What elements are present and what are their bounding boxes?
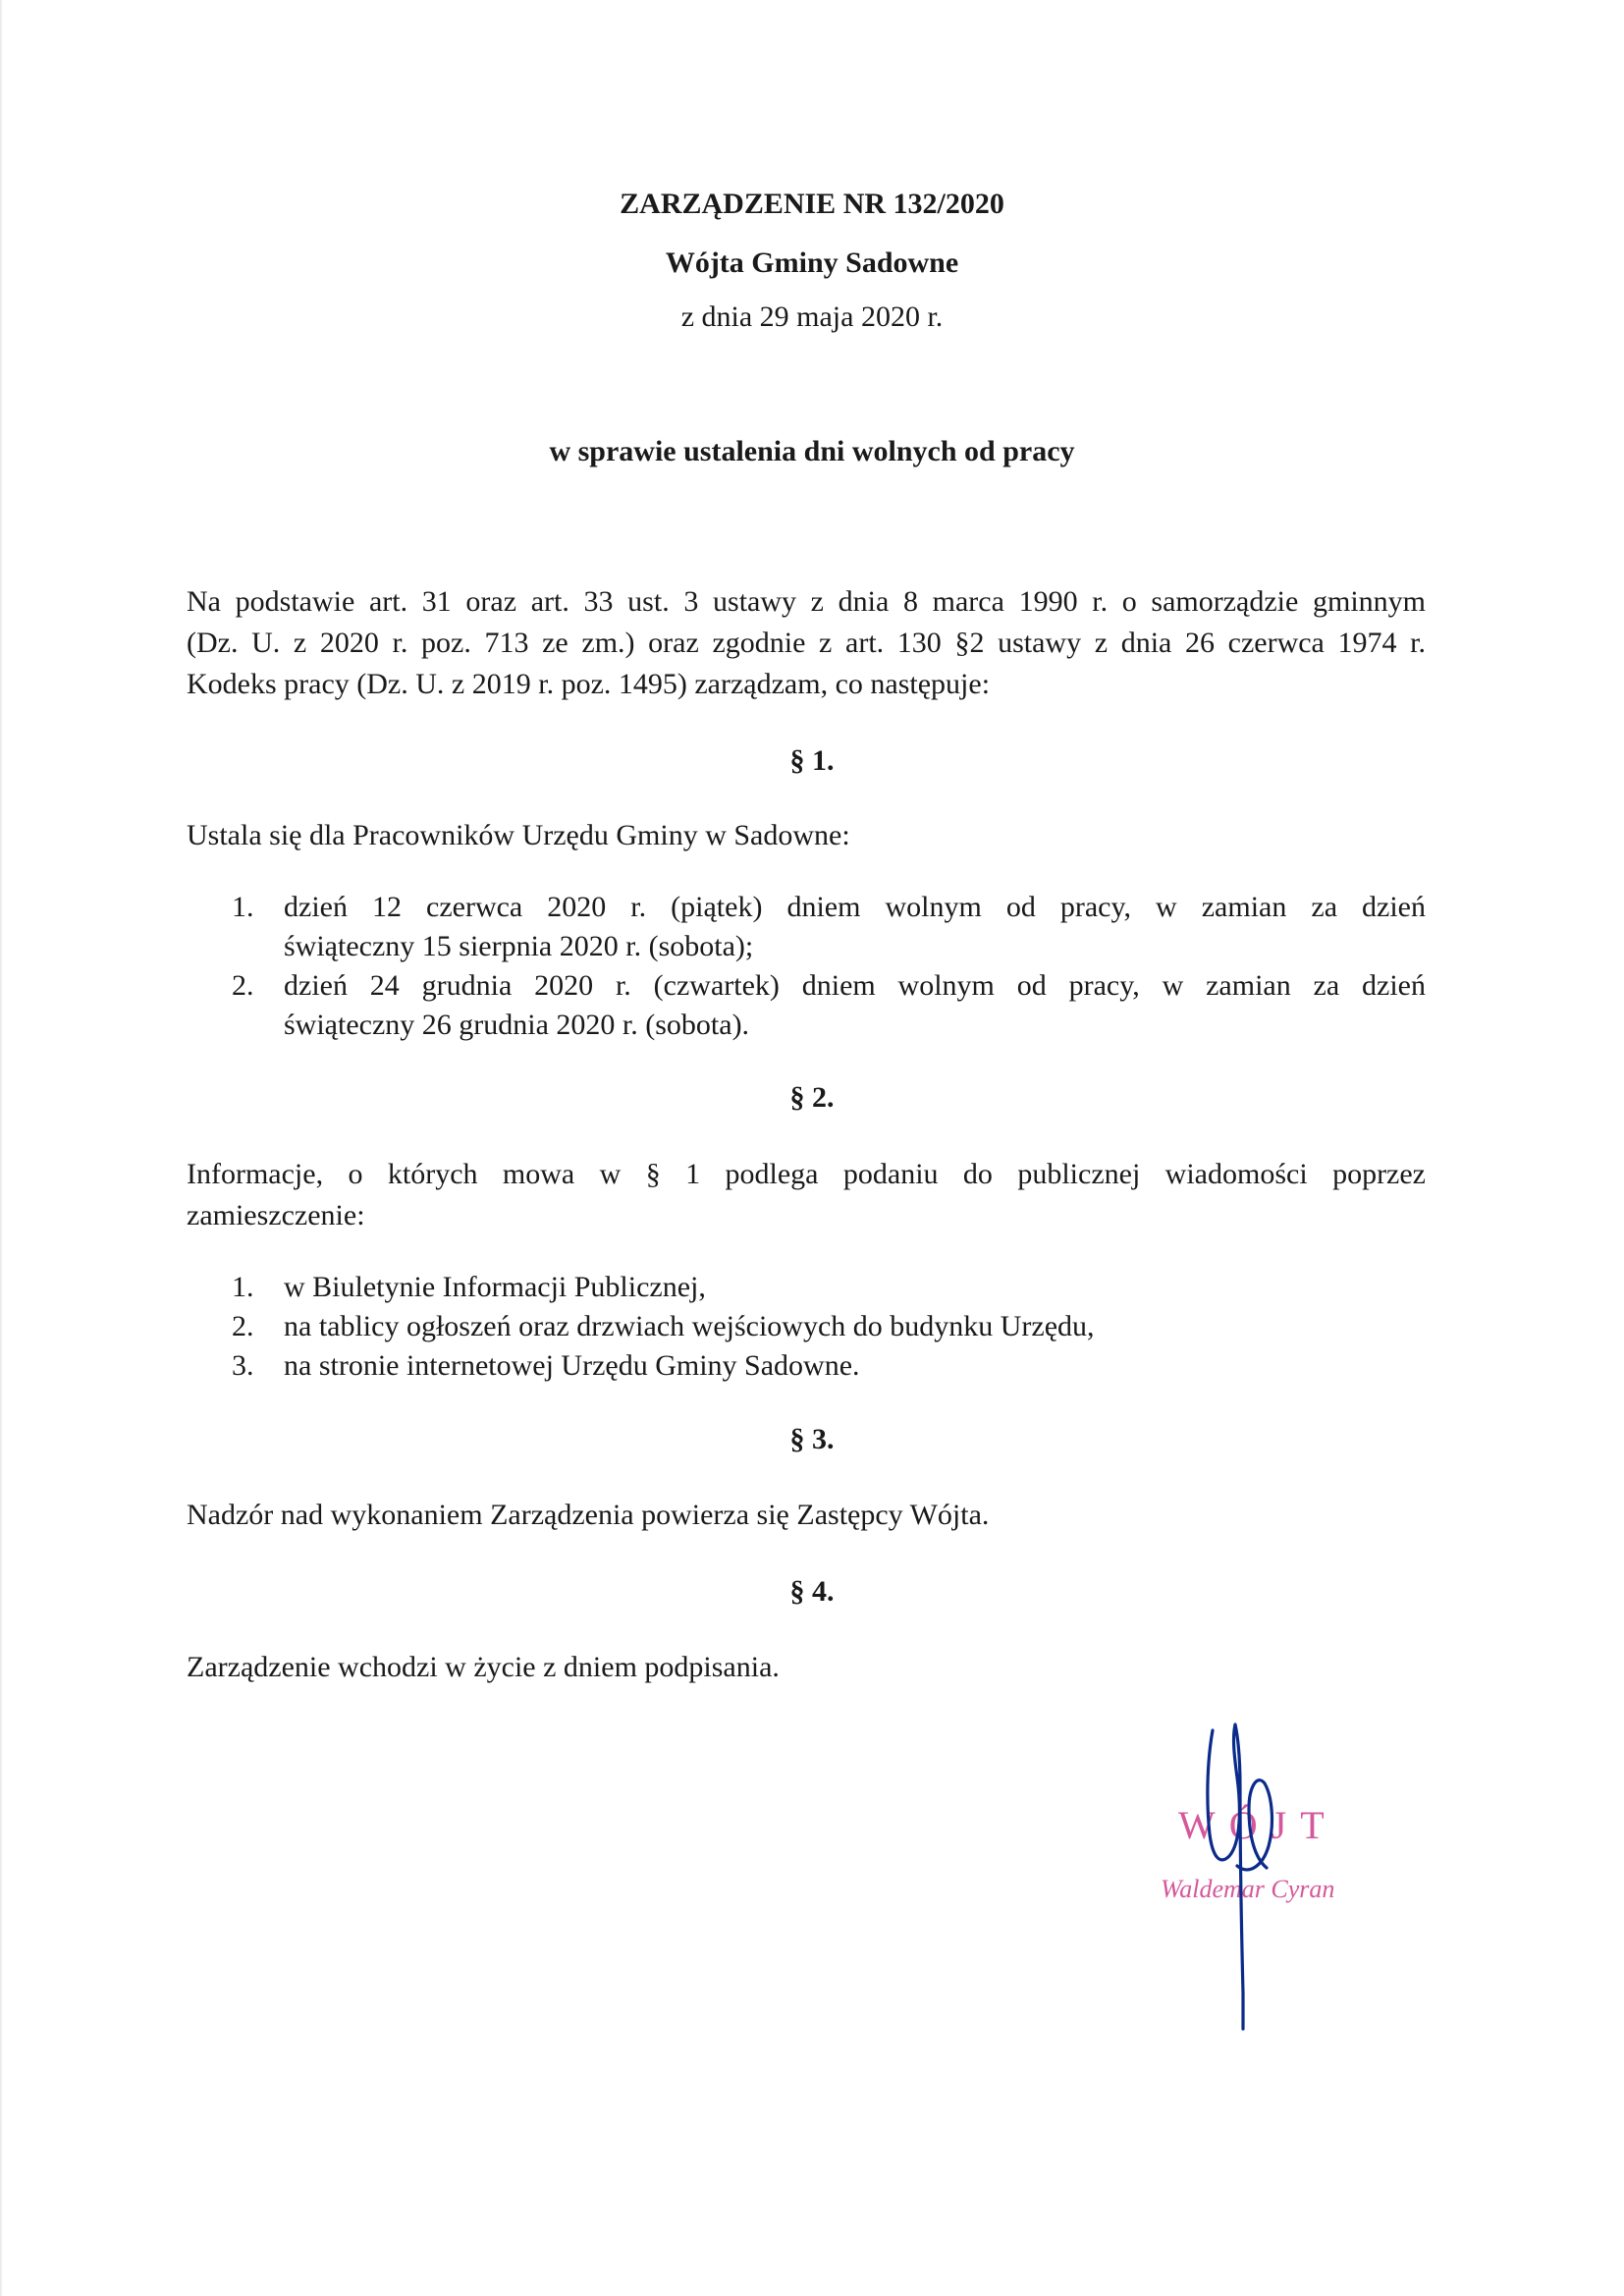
preamble-line: Na podstawie art. 31 oraz art. 33 ust. 3 ustawy z dnia 8 marca 1990 r. o samorządzie gminnym [187,585,1426,618]
section-2-intro [187,1154,1426,1236]
list-item-line: dzień 12 czerwca 2020 r. (piątek) dniem wolnym od pracy, w zamian za dzień [284,891,1426,923]
section-1-intro-text: Ustala się dla Pracowników Urzędu Gminy w Sadowne: [187,819,850,851]
section-3-mark: § 3. [789,1423,835,1455]
section-1-list [232,888,1426,1045]
list-item-number: 1. [232,891,254,923]
section-3-body [187,1495,1426,1536]
section-2-list [232,1268,1426,1386]
preamble [187,581,1426,705]
stamp-name: Waldemar Cyran [1161,1875,1335,1903]
section-4-body [187,1647,1426,1688]
scan-edge [0,0,3,2296]
list-item [232,888,1426,966]
list-item [232,1307,1426,1346]
list-item [232,966,1426,1045]
section-2-intro-line: Informacje, o których mowa w § 1 podlega podaniu do publicznej wiadomości poprzez [187,1158,1426,1190]
signature-stamp [1139,1719,1375,2043]
document-issuer: Wójta Gminy Sadowne [665,246,959,279]
list-item-text: na stronie internetowej Urzędu Gminy Sadowne. [284,1349,860,1382]
preamble-line: Kodeks pracy (Dz. U. z 2019 r. poz. 1495) zarządzam, co następuje: [187,668,991,700]
list-item-line: dzień 24 grudnia 2020 r. (czwartek) dniem wolnym od pracy, w zamian za dzień [284,969,1426,1002]
section-1-mark: § 1. [789,744,835,777]
section-4-mark: § 4. [789,1575,835,1608]
list-item-number: 3. [232,1349,254,1382]
document-date: z dnia 29 maja 2020 r. [680,301,944,333]
list-item-number: 2. [232,1310,254,1342]
list-item-line: świąteczny 26 grudnia 2020 r. (sobota). [284,1009,750,1041]
list-item [232,1268,1426,1307]
section-1-intro [187,815,1426,856]
list-item-number: 1. [232,1271,254,1303]
preamble-line: (Dz. U. z 2020 r. poz. 713 ze zm.) oraz zgodnie z art. 130 §2 ustawy z dnia 26 czerwca 1974 r. [187,627,1426,659]
document-title: ZARZĄDZENIE NR 132/2020 [620,188,1004,220]
document-subject: w sprawie ustalenia dni wolnych od pracy [549,435,1075,467]
list-item-text: na tablicy ogłoszeń oraz drzwiach wejściowych do budynku Urzędu, [284,1310,1095,1342]
stamp-title: WÓJT [1178,1803,1338,1847]
section-3-text: Nadzór nad wykonaniem Zarządzenia powierza się Zastępcy Wójta. [187,1499,990,1531]
section-4-text: Zarządzenie wchodzi w życie z dniem podpisania. [187,1651,780,1683]
section-2-mark: § 2. [789,1081,835,1114]
list-item-line: świąteczny 15 sierpnia 2020 r. (sobota); [284,930,754,962]
list-item-number: 2. [232,969,254,1002]
section-2-intro-line: zamieszczenie: [187,1199,365,1231]
list-item-text: w Biuletynie Informacji Publicznej, [284,1271,706,1303]
list-item [232,1346,1426,1386]
